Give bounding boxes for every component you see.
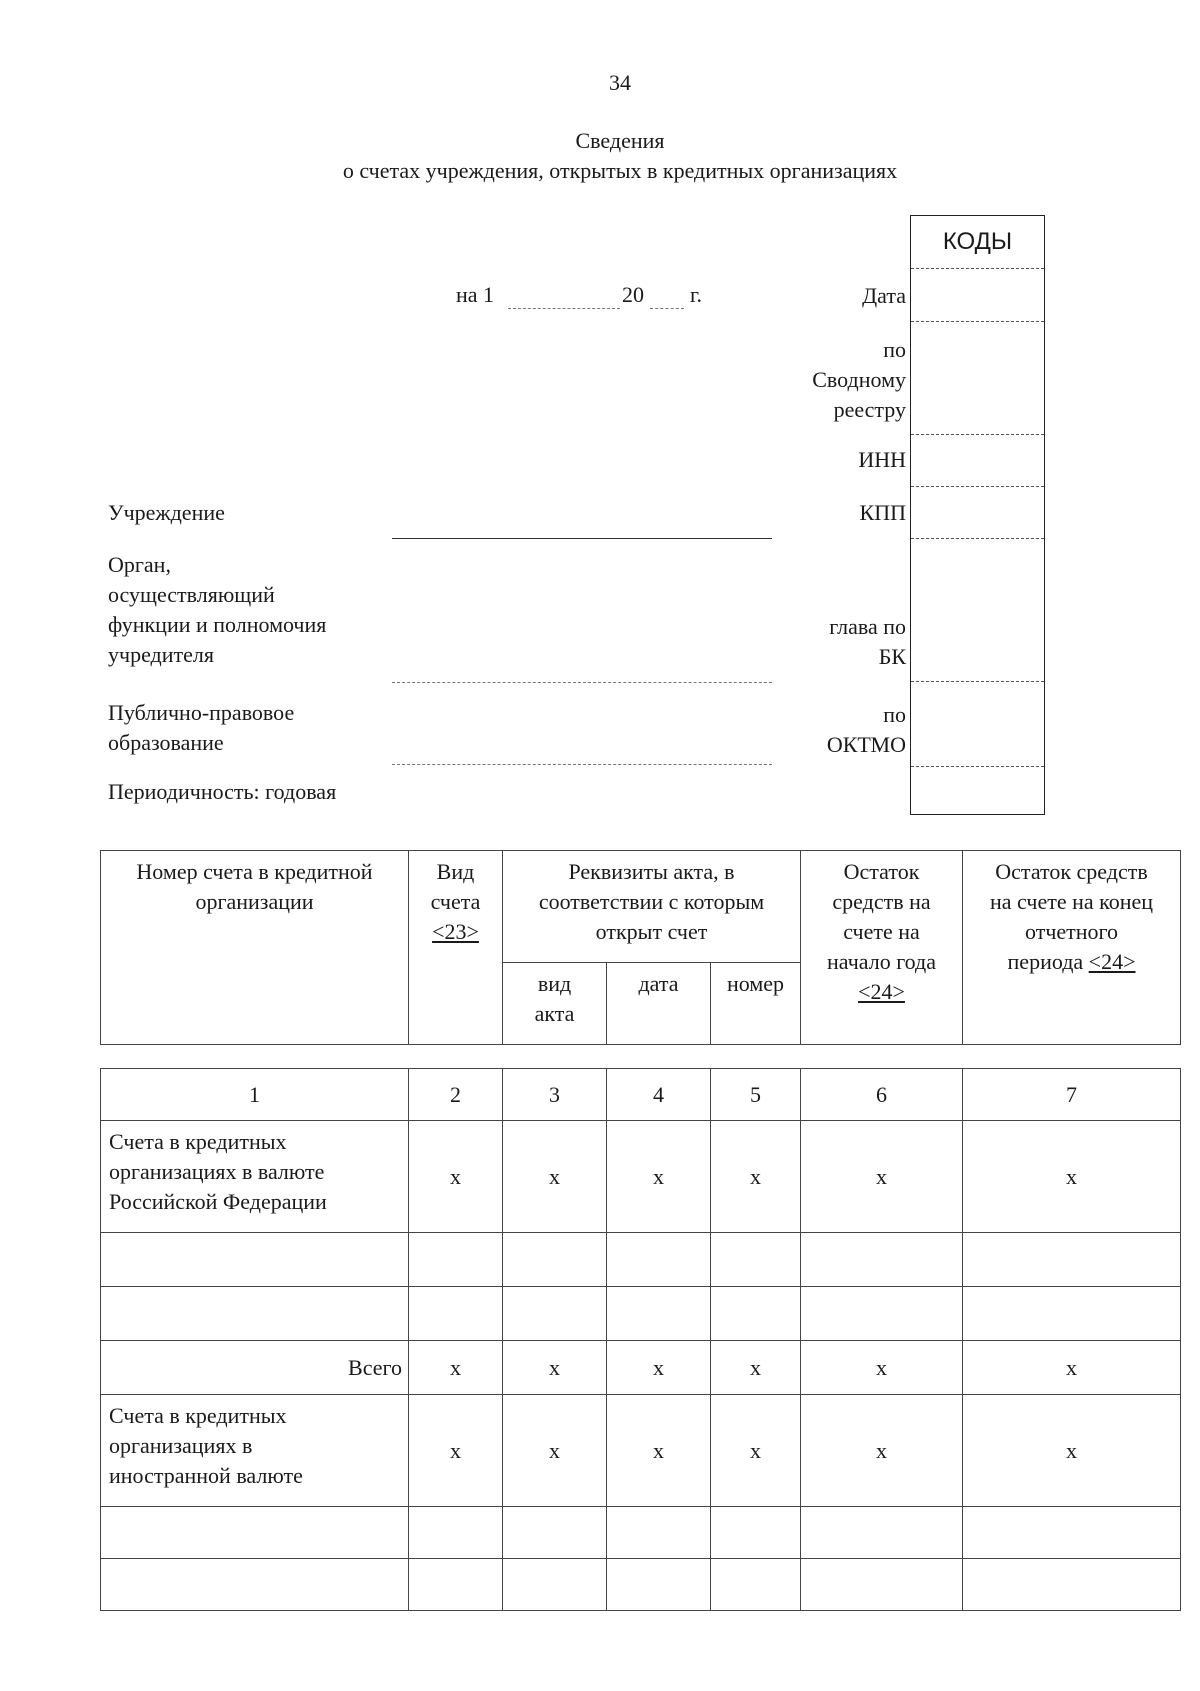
label-registry: по Сводному реестру: [812, 337, 906, 422]
label-oktmo: по ОКТМО: [826, 702, 906, 757]
table-row: [101, 1507, 1181, 1559]
x-mark: x: [711, 1121, 801, 1233]
x-mark: x: [801, 1395, 963, 1507]
x-mark: x: [963, 1121, 1181, 1233]
col-number: 7: [963, 1069, 1181, 1121]
table-row: [101, 1121, 1181, 1233]
x-mark: x: [409, 1341, 503, 1395]
label-founder: Орган, осуществляющий функции и полномочия учредителя: [108, 552, 327, 667]
date-blank-line: [508, 308, 620, 309]
table-row: [101, 1287, 1181, 1341]
page-number: 34: [609, 70, 631, 95]
table-row: [101, 1069, 1181, 1121]
x-mark: x: [607, 1395, 711, 1507]
x-mark: x: [801, 1121, 963, 1233]
header-account-number: Номер счета в кредитной организации: [101, 851, 409, 1045]
label-date: Дата: [862, 283, 906, 308]
date-suffix: г.: [690, 282, 703, 307]
x-mark: x: [503, 1121, 607, 1233]
public-entity-fill-line: [392, 764, 772, 765]
header-balance-end: Остаток средств на счете на конец отчетного периода <24>: [963, 851, 1181, 1045]
col-number: 2: [409, 1069, 503, 1121]
table-row: [101, 1233, 1181, 1287]
data-table: [100, 1068, 1181, 1611]
footnote-ref-24: <24>: [1088, 949, 1136, 974]
section-foreign-label: Счета в кредитных организациях в иностранной валюте: [101, 1395, 409, 1507]
table-row: [101, 1559, 1181, 1611]
label-kpp: КПП: [859, 500, 906, 525]
page-title: Сведения: [575, 128, 665, 153]
codes-separator: [911, 268, 1044, 269]
header-balance-start: Остаток средств на счете на начало года <24>: [801, 851, 963, 1045]
founder-fill-line: [392, 682, 772, 683]
date-prefix: на 1: [456, 282, 495, 307]
codes-separator: [911, 681, 1044, 682]
header-act-type: вид акта: [503, 963, 607, 1045]
x-mark: x: [711, 1395, 801, 1507]
header-act-requisites: Реквизиты акта, в соответствии с которым открыт счет: [503, 851, 801, 963]
header-act-number: номер: [711, 963, 801, 1045]
table-row: [101, 1341, 1181, 1395]
header-act-date: дата: [607, 963, 711, 1045]
col-number: 4: [607, 1069, 711, 1121]
col-number: 5: [711, 1069, 801, 1121]
header-account-type: Вид счета <23>: [409, 851, 503, 1045]
x-mark: x: [503, 1395, 607, 1507]
label-periodicity: Периодичность: годовая: [108, 779, 337, 804]
col-number: 1: [101, 1069, 409, 1121]
x-mark: x: [409, 1121, 503, 1233]
institution-fill-line: [392, 538, 772, 539]
x-mark: x: [409, 1395, 503, 1507]
x-mark: x: [801, 1341, 963, 1395]
codes-header: КОДЫ: [942, 228, 1013, 255]
label-inn: ИНН: [858, 447, 906, 472]
x-mark: x: [711, 1341, 801, 1395]
codes-separator: [911, 766, 1044, 767]
label-institution: Учреждение: [108, 500, 225, 525]
total-label: Всего: [101, 1341, 409, 1395]
codes-separator: [911, 538, 1044, 539]
col-number: 6: [801, 1069, 963, 1121]
date-year: 20: [622, 282, 644, 307]
section-rub-label: Счета в кредитных организациях в валюте Российской Федерации: [101, 1121, 409, 1233]
x-mark: x: [963, 1341, 1181, 1395]
col-number: 3: [503, 1069, 607, 1121]
label-glava: глава по БК: [829, 614, 906, 669]
footnote-ref-23: <23>: [432, 919, 479, 944]
x-mark: x: [503, 1341, 607, 1395]
codes-box: [910, 215, 1045, 815]
codes-separator: [911, 434, 1044, 435]
label-public-entity: Публично-правовое образование: [108, 700, 295, 755]
codes-separator: [911, 321, 1044, 322]
page-subtitle: о счетах учреждения, открытых в кредитных организациях: [342, 158, 898, 183]
x-mark: x: [607, 1341, 711, 1395]
table-row: [101, 1395, 1181, 1507]
codes-separator: [911, 486, 1044, 487]
x-mark: x: [963, 1395, 1181, 1507]
header-table: [100, 850, 1181, 1045]
footnote-ref-24: <24>: [858, 979, 905, 1004]
x-mark: x: [607, 1121, 711, 1233]
